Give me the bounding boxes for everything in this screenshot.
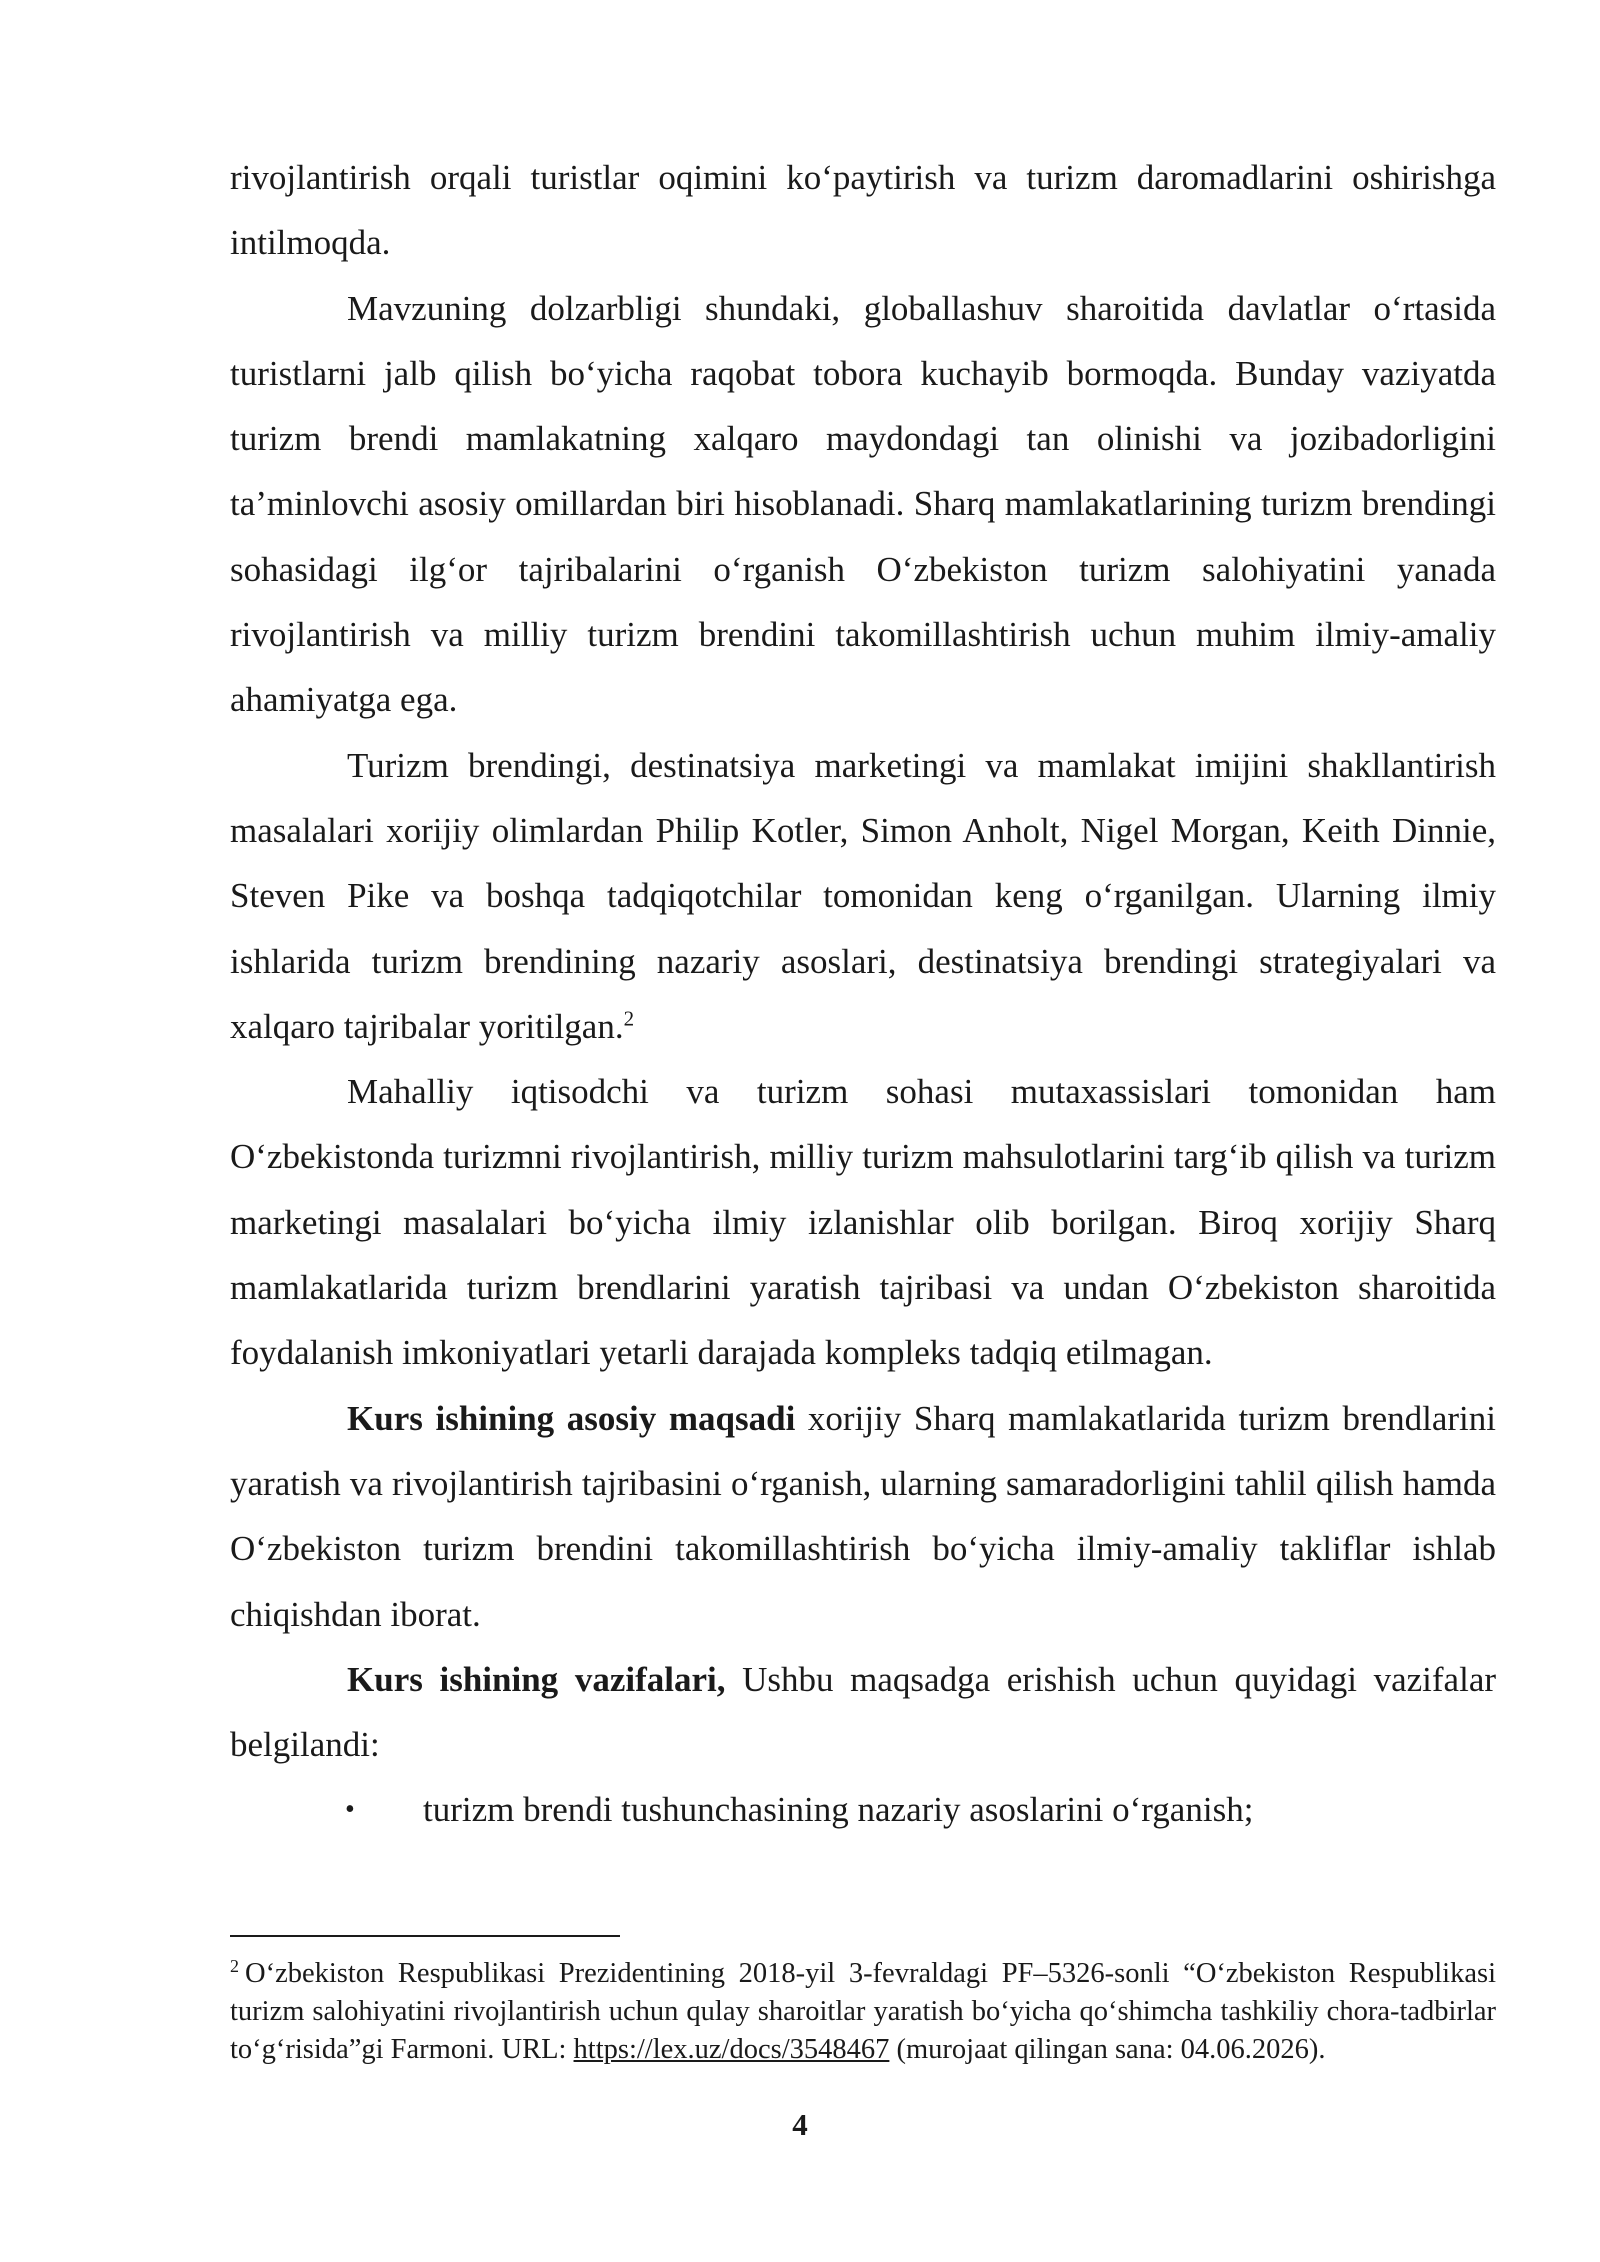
goal-text: xorijiy Sharq mamlakatlarida turizm brendlarini yaratish va rivojlantirish tajribasini o‘rganish, ularning samaradorligini tahlil qilish hamda O‘zbekiston turizm brendini takomillashtirish bo‘yicha ilmiy-amaliy takliflar ishlab chiqishdan iborat. xyxy=(230,1398,1496,1634)
footnote-number: 2 xyxy=(230,1955,239,1976)
footnote-access-date: (murojaat qilingan sana: 04.06.2026). xyxy=(889,2034,1326,2066)
document-body xyxy=(230,145,1496,1843)
paragraph-continuation: rivojlantirish orqali turistlar oqimini ko‘paytirish va turizm daromadlarini oshirishga intilmoqda. xyxy=(230,158,1496,263)
paragraph-literature-review xyxy=(230,733,1496,1059)
footnote-separator xyxy=(230,1935,620,1937)
bullet-icon: • xyxy=(345,1794,355,1826)
list-item xyxy=(230,1777,1496,1842)
footnote xyxy=(230,1955,1496,2070)
footnote-reference[interactable]: 2 xyxy=(623,1006,635,1031)
goal-heading: Kurs ishining asosiy maqsadi xyxy=(347,1398,796,1438)
paragraph-relevance: Mavzuning dolzarbligi shundaki, globallashuv sharoitida davlatlar o‘rtasida turistlarni jalb qilish bo‘yicha raqobat tobora kuchayib bormoqda. Bunday vaziyatda turizm brendi mamlakatning xalqaro maydondagi tan olinishi va jozibadorligini ta’minlovchi asosiy omillardan biri hisoblanadi. Sharq mamlakatlarining turizm brendingi sohasidagi ilg‘or tajribalarini o‘rganish O‘zbekiston turizm salohiyatini yanada rivojlantirish va milliy turizm brendini takomillashtirish uchun muhim ilmiy-amaliy ahamiyatga ega. xyxy=(230,288,1496,720)
footnote-link[interactable]: https://lex.uz/docs/3548467 xyxy=(573,2034,890,2066)
footnote-text: O‘zbekiston Respublikasi Prezidentining 2018-yil 3-fevraldagi PF–5326-sonli “O‘zbekiston Respublikasi turizm salohiyatini rivojlantirish uchun qulay sharoitlar yaratish bo‘yicha qo‘shimcha tashkiliy chora-tadbirlar to‘g‘risida”gi Farmoni. URL: xyxy=(230,1958,1496,2066)
paragraph-tasks xyxy=(230,1647,1496,1778)
paragraph-goal xyxy=(230,1386,1496,1647)
tasks-text: Ushbu maqsadga erishish uchun quyidagi vazifalar belgilandi: xyxy=(230,1659,1497,1765)
paragraph-local-research: Mahalliy iqtisodchi va turizm sohasi mutaxassislari tomonidan ham O‘zbekistonda turizmni rivojlantirish, milliy turizm mahsulotlarini targ‘ib qilish va turizm marketingi masalalari bo‘yicha ilmiy izlanishlar olib borilgan. Biroq xorijiy Sharq mamlakatlarida turizm brendlarini yaratish tajribasi va undan O‘zbekiston sharoitida foydalanish imkoniyatlari yetarli darajada kompleks tadqiq etilmagan. xyxy=(230,1072,1496,1373)
paragraph-literature-review-text: Turizm brendingi, destinatsiya marketingi va mamlakat imijini shakllantirish masalalari xorijiy olimlardan Philip Kotler, Simon Anholt, Nigel Morgan, Keith Dinnie, Steven Pike va boshqa tadqiqotchilar tomonidan keng o‘rganilgan. Ularning ilmiy ishlarida turizm brendining nazariy asoslari, destinatsiya brendingi strategiyalari va xalqaro tajribalar yoritilgan. xyxy=(230,745,1496,1046)
tasks-heading: Kurs ishining vazifalari, xyxy=(347,1659,726,1699)
list-item-text: turizm brendi tushunchasining nazariy asoslarini o‘rganish; xyxy=(423,1790,1254,1830)
page-number: 4 xyxy=(792,2107,808,2142)
